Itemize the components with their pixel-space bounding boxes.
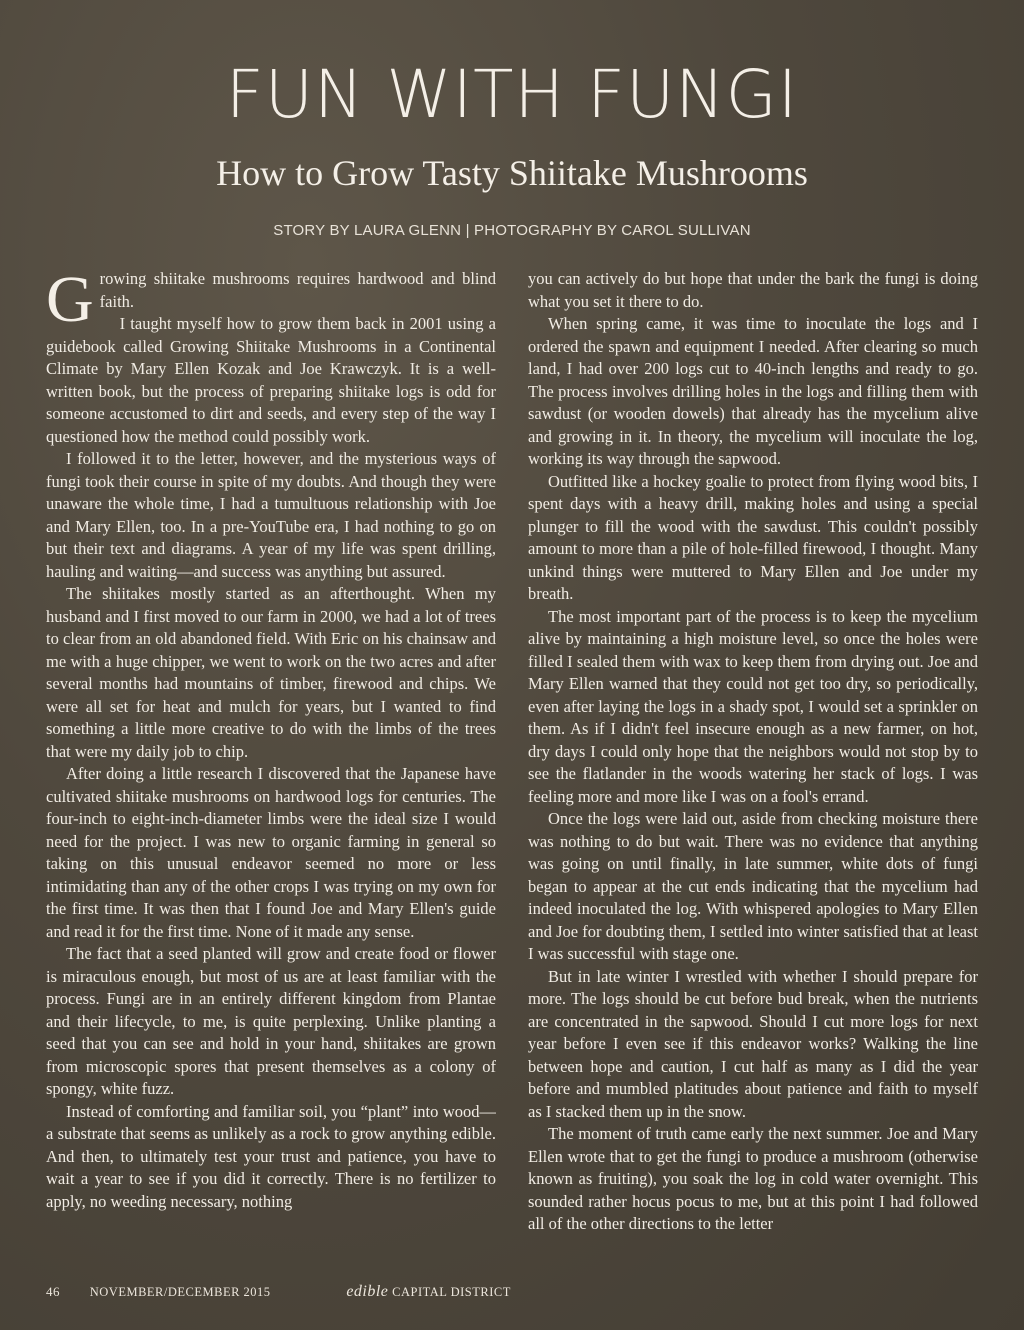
paragraph: Growing shiitake mushrooms requires hardwood and blind faith. (46, 268, 496, 336)
paragraph: The moment of truth came early the next summer. Joe and Mary Ellen wrote that to get the fungi to produce a mushroom (otherwise known as fruiting), you soak the log in cold water overnight. This sounded rather hocus pocus to me, but at this point I had followed all of the other directions to the letter (528, 1124, 978, 1233)
page-number: 46 (46, 1284, 60, 1299)
publication-brand: edible (346, 1283, 389, 1300)
paragraph: Outfitted like a hockey goalie to protect from flying wood bits, I spent days with a heavy drill, making holes and using a special plunger to fill the wood with the sawdust. This couldn't possibly amount to more than a pile of hole-filled firewood, I thought. Many unkind things were muttered to Mary Ellen and Joe under my breath. (528, 471, 978, 603)
paragraph: The fact that a seed planted will grow and create food or flower is miraculous enough, but most of us are at least familiar with the process. Fungi are in an entirely different kingdom from Plantae and their lifecycle, to me, is quite perplexing. Unlike planting a seed that you can see and hold in your hand, shiitakes are grown from microscopic spores that present themselves as a colony of spongy, white fuzz. (46, 944, 496, 1098)
publication-name: CAPITAL DISTRICT (392, 1285, 511, 1299)
article-column-right (528, 268, 978, 1258)
paragraph: I followed it to the letter, however, and the mysterious ways of fungi took their course in spite of my doubts. And though they were unaware the whole time, I had a tumultuous relationship with Joe and Mary Ellen, too. In a pre-YouTube era, I had nothing to go on but their text and diagrams. A year of my life was spent drilling, hauling and waiting—and success was anything but assured. (46, 449, 496, 581)
paragraph: After doing a little research I discovered that the Japanese have cultivated shiitake mushrooms on hardwood logs for centuries. The four-inch to eight-inch-diameter limbs were the ideal size I would need for the project. I was new to organic farming in general so taking on this unusual endeavor seemed no more or less intimidating than any of the other crops I was trying on my own for the first time. It was then that I found Joe and Mary Ellen's guide and read it for the first time. None of it made any sense. (46, 764, 496, 941)
paragraph: The shiitakes mostly started as an afterthought. When my husband and I first moved to our farm in 2000, we had a lot of trees to clear from an old abandoned field. With Eric on his chainsaw and me with a huge chipper, we went to work on the two acres and after several months had mountains of timber, firewood and chips. We were all set for heat and mulch for years, but I wanted to find something a little more creative to do with the limbs of the trees that were my daily job to chip. (46, 584, 496, 761)
article-column-left (46, 268, 496, 1258)
page-footer (46, 1283, 511, 1301)
article-subtitle: How to Grow Tasty Shiitake Mushrooms (216, 153, 808, 193)
article-title: FUN WITH FUNGI (225, 56, 799, 133)
paragraph: Once the logs were laid out, aside from checking moisture there was nothing to do but wait. There was no evidence that anything was going on until finally, in late summer, white dots of fungi began to appear at the cut ends indicating that the mycelium had indeed inoculated the log. With whispered apologies to Mary Ellen and Joe for doubting them, I settled into winter satisfied that at least I was successful with stage one. (528, 809, 978, 963)
article-byline: STORY BY LAURA GLENN | PHOTOGRAPHY BY CAROL SULLIVAN (273, 222, 751, 239)
paragraph: you can actively do but hope that under the bark the fungi is doing what you set it there to do. (528, 269, 978, 311)
issue-date: NOVEMBER/DECEMBER 2015 (89, 1285, 271, 1299)
paragraph: Instead of comforting and familiar soil, you “plant” into wood—a substrate that seems as unlikely as a rock to grow anything edible. And then, to ultimately test your trust and patience, you have to wait a year to see if you did it correctly. There is no fertilizer to apply, no weeding necessary, nothing (46, 1101, 496, 1211)
paragraph: But in late winter I wrestled with whether I should prepare for more. The logs should be cut before bud break, when the nutrients are concentrated in the sapwood. Should I cut more logs for next year before I even see if this endeavor works? Walking the line between hope and caution, I cut half as many as I did the year before and mumbled platitudes about patience and faith to myself as I stacked them up in the snow. (528, 966, 978, 1121)
paragraph: When spring came, it was time to inoculate the logs and I ordered the spawn and equipment I needed. After clearing so much land, I had over 200 logs cut to 40-inch lengths and ready to go. The process involves drilling holes in the logs and filling them with sawdust (or wooden dowels) that already has the mycelium alive and growing in it. In theory, the mycelium will inoculate the log, working its way through the sapwood. (528, 314, 978, 468)
paragraph: I taught myself how to grow them back in 2001 using a guidebook called Growing Shiitake Mushrooms in a Continental Climate by Mary Ellen Kozak and Joe Krawczyk. It is a well-written book, but the process of preparing shiitake logs is odd for someone accustomed to dirt and seeds, and every step of the way I questioned how the method could possibly work. (46, 314, 496, 446)
paragraph: The most important part of the process is to keep the mycelium alive by maintaining a high moisture level, so once the holes were filled I sealed them with wax to keep them from drying out. Joe and Mary Ellen warned that they could not get too dry, so periodically, even after laying the logs in a shady spot, I would set a sprinkler on them. As if I didn't feel insecure enough as a new farmer, on hot, dry days I could only hope that the neighbors would not stop by to see the flatlander in the woods watering her stack of logs. I was feeling more and more like I was on a fool's errand. (528, 606, 978, 806)
drop-cap: G (46, 268, 94, 336)
